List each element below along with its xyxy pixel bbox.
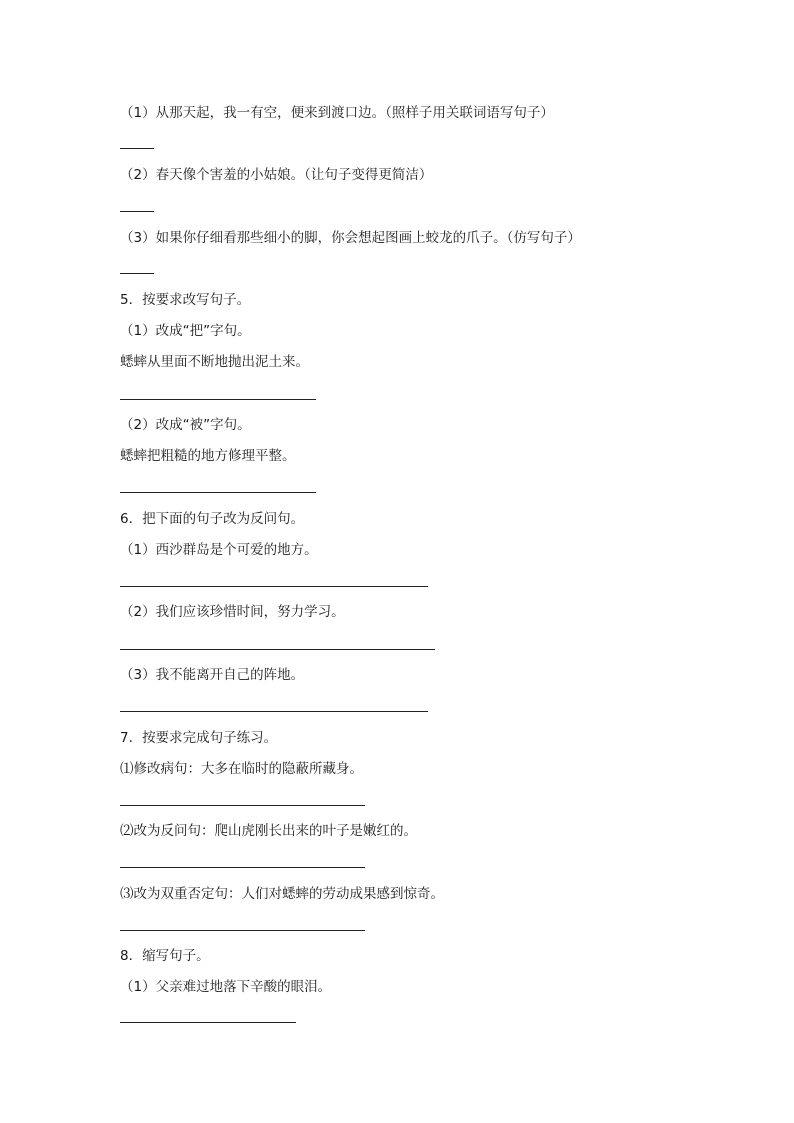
q4-answer-line-1[interactable] (120, 148, 154, 149)
q5-answer-line-2[interactable] (120, 492, 316, 493)
q4-item-3: （3）如果你仔细看那些细小的脚，你会想起图画上蛟龙的爪子。（仿写句子） (120, 230, 581, 246)
q8-answer-line-1[interactable] (120, 1022, 296, 1023)
q8-item-1: （1）父亲难过地落下辛酸的眼泪。 (120, 979, 332, 995)
q7-item-2: ⑵改为反问句：爬山虎刚长出来的叶子是嫩红的。 (120, 823, 417, 839)
q6-title: 6．把下面的句子改为反问句。 (120, 511, 305, 527)
q5-title: 5．按要求改写句子。 (120, 292, 251, 308)
q8-title: 8．缩写句子。 (120, 948, 210, 964)
q5-item-1-instruction: （1）改成“把”字句。 (120, 323, 251, 339)
q6-item-2: （2）我们应该珍惜时间，努力学习。 (120, 604, 345, 620)
q6-answer-line-1[interactable] (120, 586, 428, 587)
q7-item-1: ⑴修改病句：大多在临时的隐蔽所藏身。 (120, 761, 363, 777)
q6-item-3: （3）我不能离开自己的阵地。 (120, 667, 305, 683)
q6-answer-line-3[interactable] (120, 711, 428, 712)
q5-item-2-instruction: （2）改成“被”字句。 (120, 417, 251, 433)
q7-answer-line-2[interactable] (120, 867, 365, 868)
q5-answer-line-1[interactable] (120, 399, 316, 400)
q7-title: 7．按要求完成句子练习。 (120, 730, 278, 746)
q6-item-1: （1）西沙群岛是个可爱的地方。 (120, 542, 318, 558)
q6-answer-line-2[interactable] (120, 649, 435, 650)
q7-item-3: ⑶改为双重否定句：人们对蟋蟀的劳动成果感到惊奇。 (120, 886, 444, 902)
q5-item-2-sentence: 蟋蟀把粗糙的地方修理平整。 (120, 448, 296, 464)
q5-item-1-sentence: 蟋蟀从里面不断地抛出泥土来。 (120, 354, 309, 370)
q7-answer-line-3[interactable] (120, 930, 365, 931)
q4-item-1: （1）从那天起，我一有空，便来到渡口边。（照样子用关联词语写句子） (120, 105, 554, 121)
q4-item-2: （2）春天像个害羞的小姑娘。（让句子变得更简洁） (120, 167, 433, 183)
q4-answer-line-2[interactable] (120, 211, 154, 212)
q4-answer-line-3[interactable] (120, 273, 154, 274)
q7-answer-line-1[interactable] (120, 805, 365, 806)
